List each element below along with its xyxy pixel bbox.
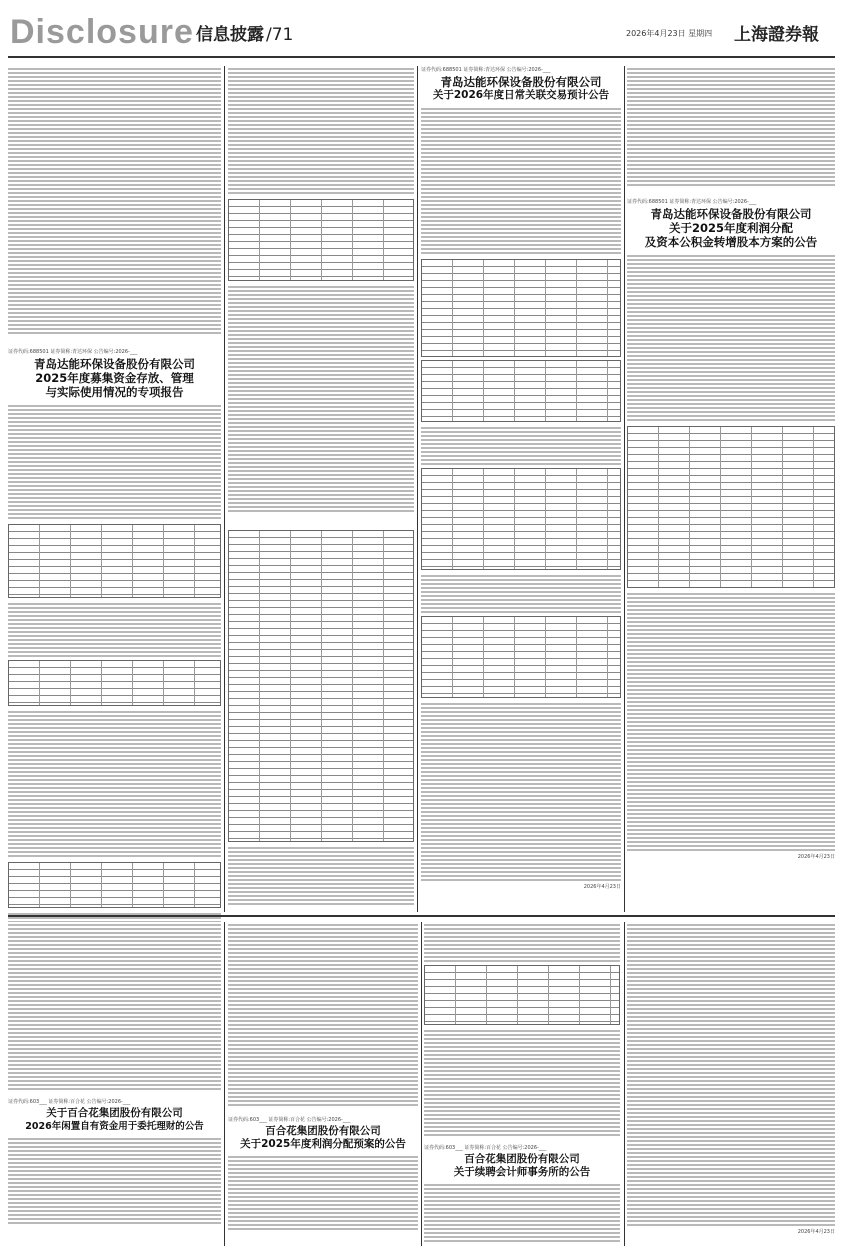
continued-text-block bbox=[424, 922, 620, 962]
column-2 bbox=[228, 66, 414, 912]
article-body bbox=[421, 701, 621, 881]
article-title-line: 青岛达能环保设备股份有限公司 bbox=[440, 75, 602, 89]
article-title-line: 百合花集团股份有限公司 bbox=[464, 1153, 580, 1165]
continued-text-block bbox=[8, 66, 221, 334]
data-table bbox=[424, 965, 620, 1025]
announcement-code: 证券代码:603___ 证券简称:百合花 公告编号:2026-___ bbox=[228, 1117, 351, 1123]
article-body bbox=[627, 922, 835, 1226]
column-3 bbox=[421, 66, 621, 912]
article-footer: 2026年4月23日 bbox=[797, 854, 835, 860]
bottom-column-1 bbox=[8, 922, 221, 1246]
bottom-column-2 bbox=[228, 922, 418, 1246]
masthead bbox=[8, 10, 835, 58]
article-body bbox=[424, 1182, 620, 1244]
data-table bbox=[421, 468, 621, 570]
article-body bbox=[8, 601, 221, 657]
section-name: 信息披露 bbox=[196, 25, 264, 45]
data-table bbox=[8, 524, 221, 598]
announcement-code: 证券代码:688501 证券简称:青达环保 公告编号:2026-___ bbox=[421, 67, 551, 73]
brand-wordmark: Disclosure bbox=[10, 13, 194, 51]
data-table bbox=[228, 199, 414, 281]
article-title-line: 关于续聘会计师事务所的公告 bbox=[453, 1166, 591, 1178]
column-4 bbox=[627, 66, 835, 912]
data-table bbox=[627, 426, 835, 588]
article-title-line: 百合花集团股份有限公司 bbox=[265, 1125, 381, 1137]
page-number: /71 bbox=[266, 25, 294, 45]
announcement-code: 证券代码:603___ 证券简称:百合花 公告编号:2026-___ bbox=[8, 1099, 131, 1105]
data-table bbox=[421, 616, 621, 698]
column-divider bbox=[624, 66, 625, 912]
signature-line bbox=[228, 516, 414, 522]
article-title-line: 关于2025年度利润分配预案的公告 bbox=[240, 1138, 406, 1150]
article-title-line: 2025年度募集资金存放、管理 bbox=[35, 371, 194, 385]
continued-text-block bbox=[627, 66, 835, 186]
article-body bbox=[424, 1028, 620, 1136]
article-body bbox=[421, 425, 621, 465]
newspaper-name: 上海證券報 bbox=[734, 25, 819, 45]
column-divider bbox=[624, 922, 625, 1246]
article-title-line: 2026年闲置自有资金用于委托理财的公告 bbox=[25, 1121, 204, 1132]
article-footer: 2026年4月23日 bbox=[583, 884, 621, 890]
continued-text-block bbox=[228, 922, 418, 1108]
article-title-line: 及资本公积金转增股本方案的公告 bbox=[644, 235, 818, 249]
article-body bbox=[8, 1136, 221, 1224]
article-body bbox=[421, 106, 621, 256]
section-divider bbox=[8, 915, 835, 917]
article-body bbox=[228, 845, 414, 905]
section-title bbox=[196, 20, 293, 45]
article-body bbox=[627, 591, 835, 851]
article-footer: 2026年4月23日 bbox=[797, 1229, 835, 1235]
article-body bbox=[228, 284, 414, 514]
article-title-line: 关于2025年度利润分配 bbox=[668, 221, 793, 235]
data-table bbox=[8, 660, 221, 706]
bottom-column-3 bbox=[424, 922, 620, 1246]
data-table bbox=[228, 530, 414, 842]
article-body bbox=[421, 573, 621, 613]
announcement-code: 证券代码:603___ 证券简称:百合花 公告编号:2026-___ bbox=[424, 1145, 547, 1151]
data-table bbox=[421, 259, 621, 357]
bottom-column-4 bbox=[627, 922, 835, 1246]
column-divider bbox=[421, 922, 422, 1246]
column-divider bbox=[224, 922, 225, 1246]
article-title-line: 关于百合花集团股份有限公司 bbox=[46, 1107, 183, 1119]
article-title-line: 与实际使用情况的专项报告 bbox=[45, 385, 184, 399]
article-title-line: 关于2026年度日常关联交易预计公告 bbox=[432, 89, 610, 101]
article-body bbox=[228, 66, 414, 196]
announcement-code: 证券代码:688501 证券简称:青达环保 公告编号:2026-___ bbox=[8, 349, 138, 355]
article-body bbox=[627, 253, 835, 423]
column-divider bbox=[224, 66, 225, 912]
data-table bbox=[8, 862, 221, 908]
column-divider bbox=[417, 66, 418, 912]
continued-text-block bbox=[8, 922, 221, 1090]
article-title-line: 青岛达能环保设备股份有限公司 bbox=[650, 207, 812, 221]
issue-date: 2026年4月23日 星期四 bbox=[626, 29, 713, 38]
column-1 bbox=[8, 66, 221, 912]
article-body bbox=[8, 403, 221, 521]
article-body bbox=[228, 1154, 418, 1230]
article-body bbox=[8, 709, 221, 859]
data-table bbox=[421, 360, 621, 422]
announcement-code: 证券代码:688501 证券简称:青达环保 公告编号:2026-___ bbox=[627, 199, 757, 205]
article-title-line: 青岛达能环保设备股份有限公司 bbox=[34, 357, 195, 371]
